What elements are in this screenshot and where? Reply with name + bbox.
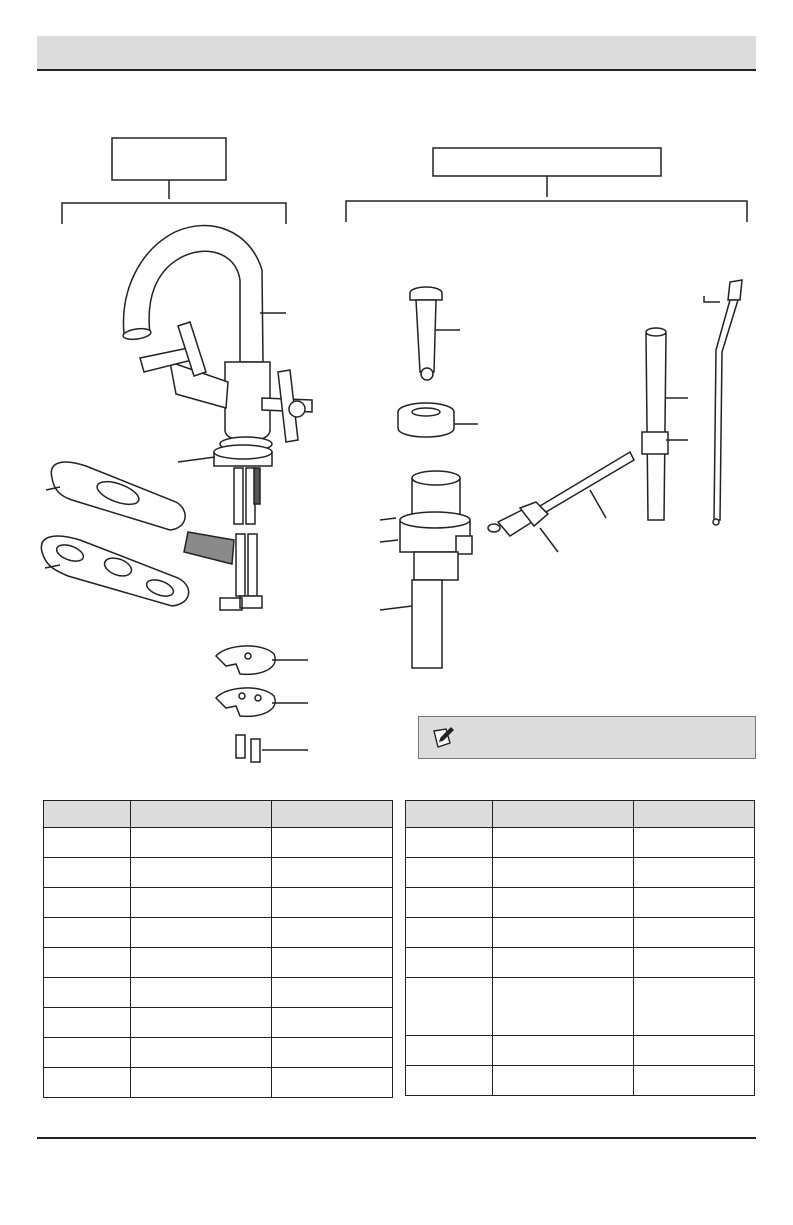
table-cell bbox=[634, 948, 755, 978]
drain-flange bbox=[398, 403, 454, 437]
mounting-washer-2 bbox=[216, 688, 275, 716]
table-cell bbox=[131, 1038, 272, 1068]
table-cell bbox=[131, 978, 272, 1008]
faucet-group-bracket bbox=[62, 180, 286, 224]
table-row bbox=[406, 858, 755, 888]
note-pencil-icon bbox=[431, 726, 455, 750]
table-row bbox=[44, 918, 393, 948]
col-header-description bbox=[131, 801, 272, 828]
table-cell bbox=[44, 1008, 131, 1038]
table-cell bbox=[634, 828, 755, 858]
table-row bbox=[406, 978, 755, 1036]
table-cell bbox=[493, 1036, 634, 1066]
table-cell bbox=[634, 1036, 755, 1066]
gray-hose bbox=[184, 532, 234, 564]
table-row bbox=[44, 1008, 393, 1038]
table-cell bbox=[634, 858, 755, 888]
col-header-part bbox=[44, 801, 131, 828]
table-cell bbox=[44, 1038, 131, 1068]
col-header-quantity bbox=[634, 801, 755, 828]
lift-rod bbox=[713, 280, 742, 525]
table-row bbox=[44, 1068, 393, 1098]
table-cell bbox=[44, 948, 131, 978]
table-row bbox=[44, 828, 393, 858]
col-header-description bbox=[493, 801, 634, 828]
table-cell bbox=[131, 948, 272, 978]
table-cell bbox=[131, 1068, 272, 1098]
table-header-row bbox=[44, 801, 393, 828]
pivot-rod bbox=[488, 452, 634, 536]
table-cell bbox=[131, 828, 272, 858]
table-cell bbox=[131, 1008, 272, 1038]
table-cell bbox=[272, 858, 393, 888]
table-cell bbox=[44, 828, 131, 858]
table-cell bbox=[406, 978, 493, 1036]
table-cell bbox=[272, 888, 393, 918]
table-cell bbox=[634, 918, 755, 948]
drain-body bbox=[400, 471, 472, 668]
deck-plate bbox=[51, 462, 185, 530]
faucet-body bbox=[122, 226, 312, 451]
mounting-ring bbox=[214, 445, 272, 466]
table-row bbox=[406, 888, 755, 918]
table-cell bbox=[44, 858, 131, 888]
table-cell bbox=[406, 1066, 493, 1096]
faucet-group-label-box bbox=[112, 138, 226, 180]
table-cell bbox=[406, 888, 493, 918]
mounting-washer-1 bbox=[216, 646, 275, 674]
col-header-part bbox=[406, 801, 493, 828]
table-cell bbox=[406, 918, 493, 948]
table-cell bbox=[44, 1068, 131, 1098]
drain-group-bracket bbox=[346, 176, 747, 222]
table-cell bbox=[272, 1068, 393, 1098]
table-cell bbox=[406, 858, 493, 888]
table-cell bbox=[272, 1038, 393, 1068]
table-row bbox=[406, 1036, 755, 1066]
table-row bbox=[44, 1038, 393, 1068]
table-row bbox=[406, 918, 755, 948]
table-cell bbox=[272, 1008, 393, 1038]
table-cell bbox=[44, 918, 131, 948]
table-row bbox=[44, 858, 393, 888]
table-cell bbox=[634, 888, 755, 918]
table-cell bbox=[493, 1066, 634, 1096]
extension-strap bbox=[642, 328, 668, 520]
drain-group-label-box bbox=[433, 148, 661, 176]
parts-table-right bbox=[405, 800, 755, 1096]
table-cell bbox=[272, 948, 393, 978]
table-cell bbox=[272, 828, 393, 858]
table-row bbox=[44, 948, 393, 978]
table-cell bbox=[634, 1066, 755, 1096]
table-row bbox=[44, 888, 393, 918]
table-cell bbox=[493, 858, 634, 888]
table-row bbox=[406, 828, 755, 858]
table-cell bbox=[131, 858, 272, 888]
mounting-nuts bbox=[236, 735, 260, 762]
deck-gasket bbox=[41, 536, 188, 606]
table-cell bbox=[493, 828, 634, 858]
table-cell bbox=[493, 918, 634, 948]
table-row bbox=[406, 1066, 755, 1096]
parts-table-left bbox=[43, 800, 393, 1098]
pop-up-stopper bbox=[410, 287, 442, 380]
table-cell bbox=[406, 948, 493, 978]
table-row bbox=[406, 948, 755, 978]
table-header-row bbox=[406, 801, 755, 828]
table-cell bbox=[44, 978, 131, 1008]
table-cell bbox=[634, 978, 755, 1036]
col-header-quantity bbox=[272, 801, 393, 828]
table-cell bbox=[131, 888, 272, 918]
table-cell bbox=[272, 978, 393, 1008]
table-cell bbox=[44, 888, 131, 918]
table-cell bbox=[493, 948, 634, 978]
table-cell bbox=[406, 1036, 493, 1066]
note-box bbox=[418, 716, 756, 759]
table-cell bbox=[406, 828, 493, 858]
table-row bbox=[44, 978, 393, 1008]
table-cell bbox=[131, 918, 272, 948]
footer-divider bbox=[37, 1137, 756, 1139]
table-cell bbox=[493, 978, 634, 1036]
table-cell bbox=[493, 888, 634, 918]
table-cell bbox=[272, 918, 393, 948]
